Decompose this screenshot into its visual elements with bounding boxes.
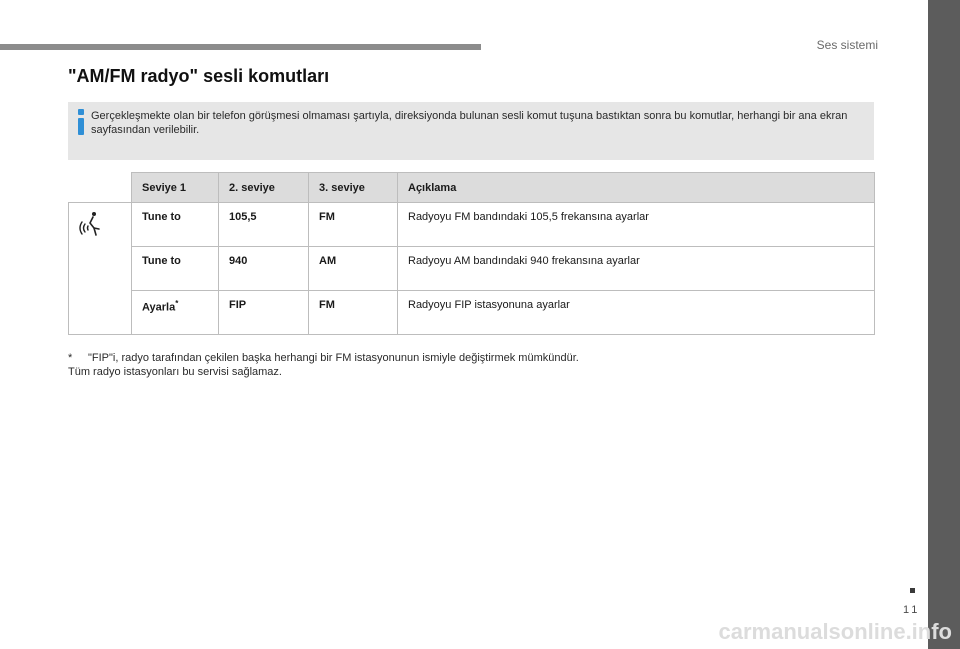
header-description: Açıklama [398,173,875,203]
row1-level1: Tune to [132,203,219,247]
table-header-row [69,173,875,203]
row1-level3: FM [309,203,398,247]
row2-description: Radyoyu AM bandındaki 940 frekansına ayarlar [398,247,875,291]
footnote-line1: "FIP"i, radyo tarafından çekilen başka herhangi bir FM istasyonunun ismiyle değiştirmek mümkündür. [88,352,579,364]
row3-level2: FIP [219,291,309,335]
info-icon [77,109,85,135]
page-edge-strip [928,0,960,649]
header-bar [0,44,481,50]
row3-level1-text: Ayarla [142,301,176,314]
voice-icon-cell [69,203,132,335]
section-title: Ses sistemi [816,38,878,52]
page-title: "AM/FM radyo" sesli komutları [68,66,330,86]
row1-description: Radyoyu FM bandındaki 105,5 frekansına ayarlar [398,203,875,247]
table-row [69,247,875,291]
row3-level3: FM [309,291,398,335]
info-text: Gerçekleşmekte olan bir telefon görüşmesi olmaması şartıyla, direksiyonda bulunan sesli komut tuşuna bastıktan sonra bu komutlar, herhangi bir ana ekran sayfasından verilebilir. [91,110,848,136]
row2-level1: Tune to [132,247,219,291]
header-level3: 3. seviye [309,173,398,203]
watermark: carmanualsonline.info [718,619,952,644]
voice-commands-table [68,172,875,335]
footnote [68,351,579,379]
row3-description: Radyoyu FIP istasyonuna ayarlar [398,291,875,335]
row2-level3: AM [309,247,398,291]
row3-level1 [132,291,219,335]
header-level1: Seviye 1 [132,173,219,203]
info-box [68,102,874,160]
footnote-line2: Tüm radyo istasyonları bu servisi sağlamaz. [68,366,282,378]
header-blank [69,173,132,203]
row1-level2: 105,5 [219,203,309,247]
row3-footnote-mark: * [175,299,179,308]
table-row [69,203,875,247]
page-marker [910,588,915,593]
row2-level2: 940 [219,247,309,291]
page-number: 11 [903,604,921,616]
header-level2: 2. seviye [219,173,309,203]
voice-command-icon [79,211,103,237]
table-row [69,291,875,335]
footnote-mark: * [68,352,73,364]
